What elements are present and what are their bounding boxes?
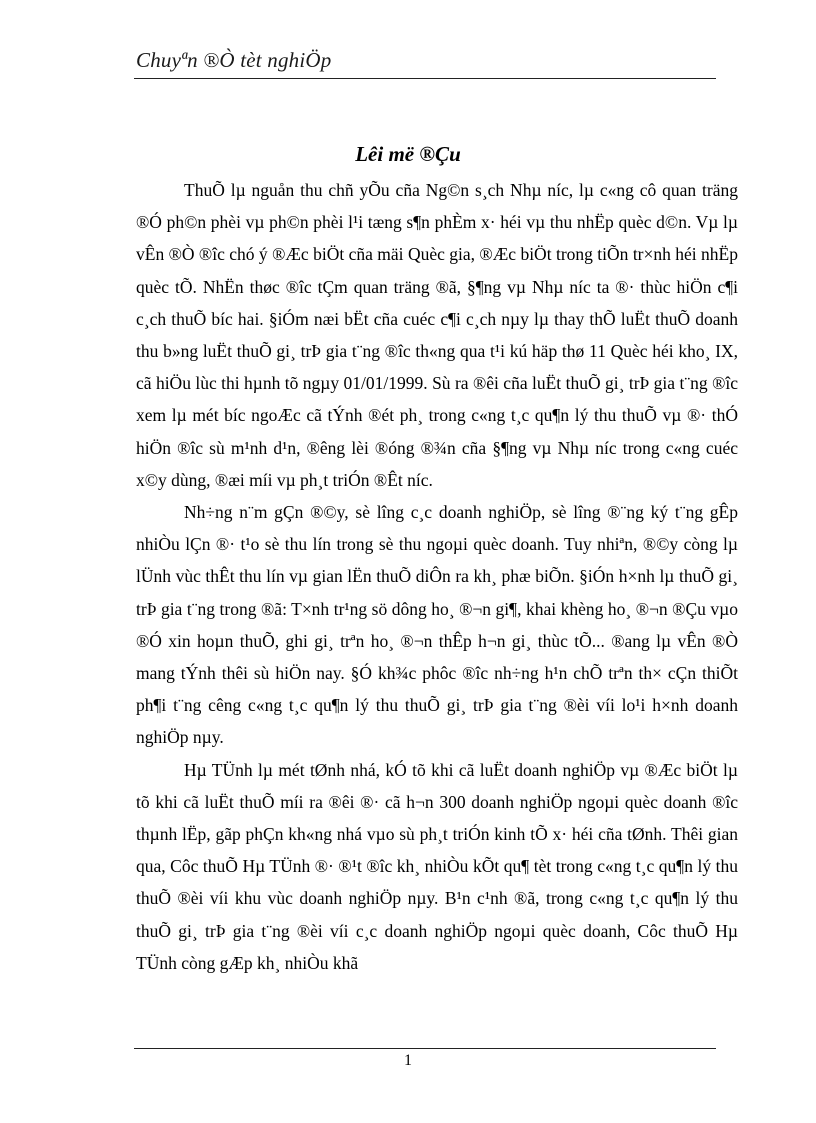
header-divider [134,78,716,79]
paragraph: Hµ TÜnh lµ mét tØnh nhá, kÓ tõ khi cã luËt doanh nghiÖp vµ ®Æc biÖt lµ tõ khi cã luËt thuÕ míi ra ®êi ®· cã h¬n 300 doanh nghiÖp ngoµi quèc doanh ®îc thµnh lËp, gãp phÇn kh«ng nhá vµo sù ph¸t triÓn kinh tÕ x· héi cña tØnh. Thêi gian qua, Côc thuÕ Hµ TÜnh ®· ®¹t ®îc kh¸ nhiÒu kÕt qu¶ tèt trong c«ng t¸c qu¶n lý thu thuÕ ®èi víi khu vùc doanh nghiÖp nµy. B¹n c¹nh ®ã, trong c«ng t¸c qu¶n lý thu thuÕ gi¸ trÞ gia t¨ng ®èi víi c¸c doanh nghiÖp ngoµi quèc doanh, Côc thuÕ Hµ TÜnh còng gÆp kh¸ nhiÒu khã [136,759,738,973]
paragraph: ThuÕ lµ nguån thu chñ yÕu cña Ng©n s¸ch Nhµ níc, lµ c«ng cô quan träng ®Ó ph©n phèi vµ ph©n phèi l¹i tæng s¶n phÈm x· héi vµ thu nhËp quèc d©n. Vµ lµ vÊn ®Ò ®îc chó ý ®Æc biÖt cña mäi Quèc gia, ®Æc biÖt trong tiÕn tr×nh héi nhËp quèc tÕ. NhËn thøc ®îc tÇm quan träng ®ã, §¶ng vµ Nhµ níc ta ®· thùc hiÖn c¶i c¸ch thuÕ bíc hai. §iÓm næi bËt cña cuéc c¶i c¸ch nµy lµ thay thÕ luËt thuÕ doanh thu b»ng luËt thuÕ gi¸ trÞ gia t¨ng ®îc th«ng qua t¹i kú häp thø 11 Quèc héi kho¸ IX, cã hiÖu lùc thi hµnh tõ ngµy 01/01/1999. Sù ra ®êi cña luËt thuÕ gi¸ trÞ gia t¨ng ®îc xem lµ mét bíc ngoÆc cã tÝnh ®ét ph¸ trong c«ng t¸c qu¶n lý thu thuÕ vµ ®· thÓ hiÖn ®îc sù m¹nh d¹n, ®êng lèi ®óng ®¾n cña §¶ng vµ Nhµ níc trong c«ng cuéc x©y dùng, ®æi míi vµ ph¸t triÓn ®Êt níc. [136,180,738,490]
running-header-title: Chuyªn ®Ò tèt nghiÖp [136,48,332,72]
footer-divider [134,1048,716,1049]
page-number: 1 [404,1052,412,1069]
body-text [136,174,738,979]
paragraph: Nh÷ng n¨m gÇn ®©y, sè lîng c¸c doanh nghiÖp, sè lîng ®¨ng ký t¨ng gÊp nhiÒu lÇn ®· t¹o sè thu lín trong sè thu ngoµi quèc doanh. Tuy nhiªn, ®©y còng lµ lÜnh vùc thÊt thu lín vµ gian lËn thuÕ diÔn ra kh¸ phæ biÕn. §iÓn h×nh lµ thuÕ gi¸ trÞ gia t¨ng trong ®ã: T×nh tr¹ng sö dông ho¸ ®¬n gi¶, khai khèng ho¸ ®¬n ®Çu vµo ®Ó xin hoµn thuÕ, ghi gi¸ trªn ho¸ ®¬n thÊp h¬n gi¸ thùc tÕ... ®ang lµ vÊn ®Ò mang tÝnh thêi sù hiÖn nay. §Ó kh¾c phôc ®îc nh÷ng h¹n chÕ trªn th× cÇn thiÕt ph¶i t¨ng cêng c«ng t¸c qu¶n lý thu thuÕ gi¸ trÞ gia t¨ng ®èi víi lo¹i h×nh doanh nghiÖp nµy. [136,502,738,748]
section-heading: Lêi më ®Çu [355,142,461,166]
